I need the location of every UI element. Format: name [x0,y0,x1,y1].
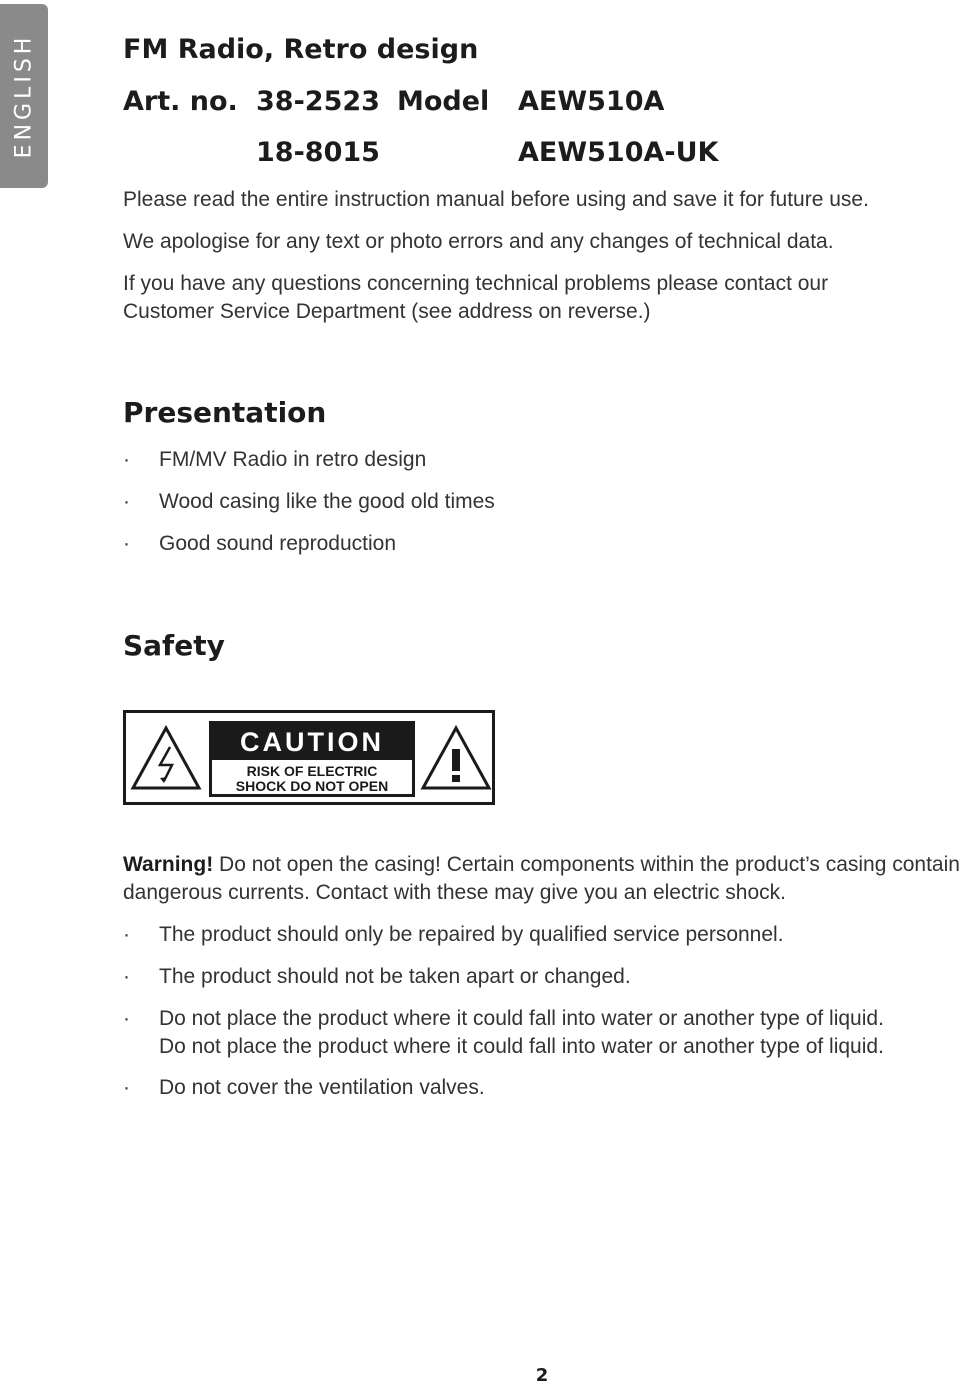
warning-text: Do not open the casing! Certain components within the product’s casing contain dangerous currents. Contact with these may give you an electric shock. [123,853,960,904]
language-tab [0,4,48,188]
page-number: 2 [535,1365,549,1386]
list-item-text: The product should only be repaired by qualified service personnel. [159,923,784,946]
intro-paragraph-2: We apologise for any text or photo errors and any changes of technical data. [123,230,834,253]
list-item-text: Good sound reproduction [159,532,396,555]
caution-line-1: RISK OF ELECTRIC [246,763,378,779]
caution-label [209,721,415,797]
model-1: AEW510A [518,86,665,117]
art-no-2: 18-8015 [256,137,380,168]
bullet-dot: · [123,923,130,946]
list-item-text: Do not place the product where it could fall into water or another type of liquid. [159,1035,884,1058]
electric-shock-warning-icon [130,725,202,791]
art-no-1: 38-2523 [256,86,380,117]
caution-title: CAUTION [212,724,412,760]
model-label: Model [397,86,490,117]
list-item-text: The product should not be taken apart or changed. [159,965,631,988]
language-tab-label: ENGLISH [11,33,37,159]
safety-heading: Safety [123,629,225,662]
warning-label: Warning! [123,853,214,876]
warning-paragraph [123,851,960,907]
caution-label-box [123,710,495,805]
bullet-dot: · [123,1007,130,1030]
bullet-dot: · [123,448,130,471]
list-item-text: Do not place the product where it could fall into water or another type of liquid. [159,1007,884,1030]
list-item-text: Do not cover the ventilation valves. [159,1076,485,1099]
model-2: AEW510A-UK [518,137,719,168]
presentation-heading: Presentation [123,396,327,429]
list-item-text: Wood casing like the good old times [159,490,495,513]
caution-line-2: SHOCK DO NOT OPEN [235,778,389,794]
bullet-dot: · [123,1076,130,1099]
bullet-dot: · [123,532,130,555]
bullet-dot: · [123,490,130,513]
page-title: FM Radio, Retro design [123,34,479,65]
exclamation-warning-icon [420,725,492,791]
caution-subtext [212,764,412,794]
intro-paragraph-3-line-1: If you have any questions concerning technical problems please contact our [123,272,829,295]
art-no-label: Art. no. [123,86,238,117]
bullet-dot: · [123,965,130,988]
intro-paragraph-1: Please read the entire instruction manual before using and save it for future use. [123,188,869,211]
intro-paragraph-3-line-2: Customer Service Department (see address on reverse.) [123,300,651,323]
list-item-text: FM/MV Radio in retro design [159,448,427,471]
